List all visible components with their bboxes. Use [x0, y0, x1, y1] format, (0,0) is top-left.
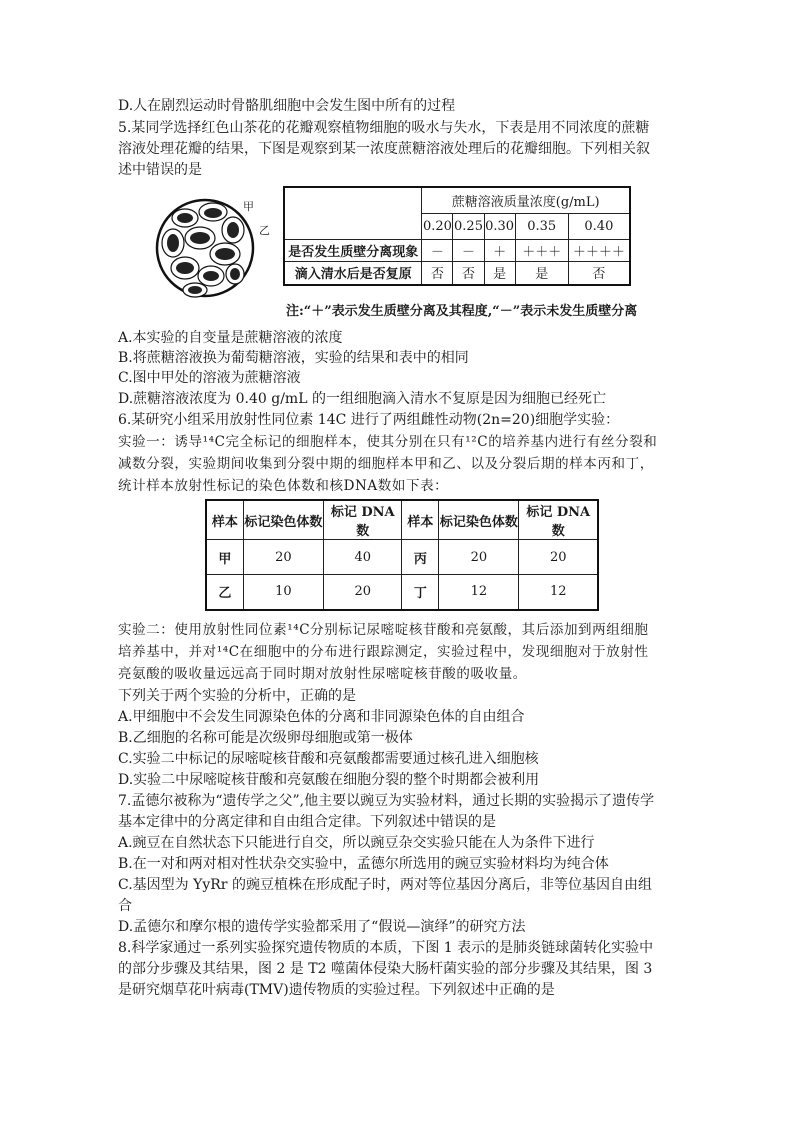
data-cell: 甲: [206, 540, 243, 575]
data-cell: 12: [519, 575, 598, 610]
q7-stem-2: 基本定律中的分离定律和自由组合定律。下列叙述中错误的是: [118, 814, 496, 830]
q6-option-b: B.乙细胞的名称可能是次级卵母细胞或第一极体: [118, 730, 413, 746]
q6-exp2-2: 培养基中，并对¹⁴C在细胞中的分布进行跟踪测定，实验过程中，发现细胞对于放射性: [118, 644, 649, 660]
q5-option-d: D.蔗糖溶液浓度为 0.40 g/mL 的一组细胞滴入清水不复原是因为细胞已经死亡: [118, 391, 606, 407]
recovery-cell: 否: [422, 261, 453, 285]
plasmolysis-cell: ＋: [484, 239, 515, 261]
concentration-header: 蔗糖溶液质量浓度(g/mL): [422, 187, 630, 213]
q7-option-c-cont: 合: [118, 898, 132, 914]
q6-exp1-2: 减数分裂，实验期间收集到分裂中期的细胞样本甲和乙、以及分裂后期的样本丙和丁，: [118, 456, 654, 472]
header-cell: 样本: [402, 500, 439, 540]
q5-option-b: B.将蔗糖溶液换为葡萄糖溶液，实验的结果和表中的相同: [118, 350, 469, 366]
data-cell: 乙: [206, 575, 243, 610]
q8-stem-2: 的部分步骤及其结果，图 2 是 T2 噬菌体侵染大肠杆菌实验的部分步骤及其结果，图 3: [118, 961, 653, 977]
q7-option-b: B.在一对和两对相对性状杂交实验中，孟德尔所选用的豌豆实验材料均为纯合体: [118, 856, 609, 872]
q6-option-c: C.实验二中标记的尿嘧啶核苷酸和亮氨酸都需要通过核孔进入细胞核: [118, 751, 539, 767]
q6-stem: 6.某研究小组采用放射性同位素 14C 进行了两组雌性动物(2n=20)细胞学实验：: [118, 412, 620, 428]
plasmolysis-cell: ＋＋＋＋: [568, 239, 630, 261]
conc-cell: 0.35: [515, 213, 568, 239]
recovery-cell: 是: [515, 261, 568, 285]
plasmolysis-cell: ＋＋＋: [515, 239, 568, 261]
q7-option-d: D.孟德尔和摩尔根的遗传学实验都采用了“假说—演绎”的研究方法: [118, 919, 526, 935]
labeling-table: [205, 499, 599, 611]
q7-option-a: A.豌豆在自然状态下只能进行自交，所以豌豆杂交实验只能在人为条件下进行: [118, 835, 595, 851]
header-cell: 标记 DNA 数: [519, 500, 598, 540]
q6-exp2-3: 亮氨酸的吸收量远远高于同时期对放射性尿嘧啶核苷酸的吸收量。: [118, 666, 527, 682]
data-cell: 12: [439, 575, 519, 610]
q6-question: 下列关于两个实验的分析中，正确的是: [118, 688, 356, 704]
petal-cell-figure: [155, 188, 270, 312]
q5-stem-2: 溶液处理花瓣的结果，下图是观察到某一浓度蔗糖溶液处理后的花瓣细胞。下列相关叙: [118, 141, 650, 157]
table-note: 注:“＋”表示发生质壁分离及其程度,“－”表示未发生质壁分离: [286, 304, 638, 319]
header-cell: 样本: [206, 500, 243, 540]
data-cell: 丙: [402, 540, 439, 575]
petal-cells-drawing: [155, 188, 255, 308]
q5-option-c: C.图中甲处的溶液为蔗糖溶液: [118, 370, 301, 386]
sucrose-table: [283, 186, 631, 286]
q8-stem-3: 是研究烟草花叶病毒(TMV)遗传物质的实验过程。下列叙述中正确的是: [118, 982, 555, 998]
data-cell: 20: [519, 540, 598, 575]
conc-cell: 0.20: [422, 213, 453, 239]
q6-exp2-1: 实验二：使用放射性同位素¹⁴C分别标记尿嘧啶核苷酸和亮氨酸，其后添加到两组细胞: [118, 622, 649, 638]
row-label-recovery: 滴入清水后是否复原: [284, 261, 422, 285]
plasmolysis-cell: －: [453, 239, 484, 261]
q6-exp1-3: 统计样本放射性标记的染色体数和核DNA数如下表：: [118, 478, 449, 494]
data-cell: 10: [243, 575, 323, 610]
header-cell: 标记 DNA 数: [324, 500, 402, 540]
q5-stem-3: 述中错误的是: [118, 162, 202, 178]
q5-stem-1: 5.某同学选择红色山茶花的花瓣观察植物细胞的吸水与失水，下表是用不同浓度的蔗糖: [118, 120, 650, 136]
q7-option-c: C.基因型为 YyRr 的豌豆植株在形成配子时，两对等位基因分离后，非等位基因自由组: [118, 877, 652, 893]
q6-option-d: D.实验二中尿嘧啶核苷酸和亮氨酸在细胞分裂的整个时期都会被利用: [118, 772, 540, 788]
q6-exp1-1: 实验一：诱导¹⁴C完全标记的细胞样本，使其分别在只有¹²C的培养基内进行有丝分裂和: [118, 434, 658, 450]
data-cell: 丁: [402, 575, 439, 610]
conc-cell: 0.25: [453, 213, 484, 239]
data-cell: 40: [324, 540, 402, 575]
q5-option-a: A.本实验的自变量是蔗糖溶液的浓度: [118, 330, 343, 346]
q6-option-a: A.甲细胞中不会发生同源染色体的分离和非同源染色体的自由组合: [118, 709, 525, 725]
data-cell: 20: [243, 540, 323, 575]
header-cell: 标记染色体数: [439, 500, 519, 540]
q7-stem-1: 7.孟德尔被称为“遗传学之父”,他主要以豌豆为实验材料，通过长期的实验揭示了遗传学: [118, 793, 655, 809]
label-yi: 乙: [259, 224, 270, 237]
label-jia: 甲: [243, 200, 254, 213]
plasmolysis-cell: －: [422, 239, 453, 261]
row-label-plasmolysis: 是否发生质壁分离现象: [284, 239, 422, 261]
q8-stem-1: 8.科学家通过一系列实验探究遗传物质的本质，下图 1 表示的是肺炎链球菌转化实验中: [118, 940, 654, 956]
header-cell: 标记染色体数: [243, 500, 323, 540]
recovery-cell: 否: [568, 261, 630, 285]
conc-cell: 0.40: [568, 213, 630, 239]
data-cell: 20: [439, 540, 519, 575]
data-cell: 20: [324, 575, 402, 610]
recovery-cell: 否: [453, 261, 484, 285]
conc-cell: 0.30: [484, 213, 515, 239]
q4-option-d: D.人在剧烈运动时骨骼肌细胞中会发生图中所有的过程: [118, 98, 456, 114]
recovery-cell: 是: [484, 261, 515, 285]
